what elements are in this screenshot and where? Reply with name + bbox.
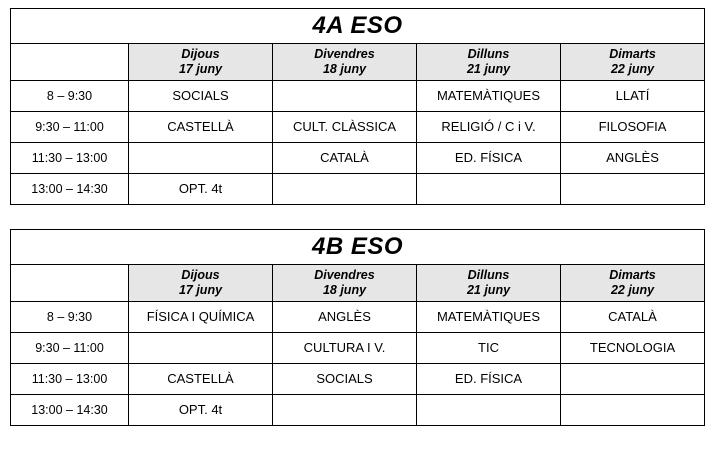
exam-cell: CATALÀ [273,143,417,174]
table-row [11,81,705,112]
exam-cell: ED. FÍSICA [417,143,561,174]
exam-cell: LLATÍ [561,81,705,112]
table-title: 4A ESO [11,9,705,44]
header-blank-corner [11,44,129,81]
column-header-day-1 [129,265,273,302]
time-slot-label: 9:30 – 11:00 [11,333,129,364]
column-header-day-1 [129,44,273,81]
column-header-day-date: 18 juny [322,283,367,297]
schedule-table-4a [10,8,705,205]
time-slot-label: 13:00 – 14:30 [11,174,129,205]
column-header-day-name: Dijous [181,268,220,282]
column-header-day-name: Divendres [314,268,375,282]
exam-cell [129,143,273,174]
time-slot-label: 11:30 – 13:00 [11,143,129,174]
time-slot-label: 9:30 – 11:00 [11,112,129,143]
table-spacer [10,205,705,229]
table-header-row [11,265,705,302]
table-row [11,302,705,333]
column-header-day-name: Dilluns [467,47,510,61]
exam-cell: MATEMÀTIQUES [417,302,561,333]
column-header-day-date: 17 juny [178,283,223,297]
exam-cell [129,333,273,364]
column-header-day-name: Dijous [181,47,220,61]
column-header-day-3 [417,265,561,302]
schedule-table-4b [10,229,705,426]
exam-cell: CULT. CLÀSSICA [273,112,417,143]
table-row [11,395,705,426]
table-row [11,112,705,143]
column-header-day-4 [561,265,705,302]
exam-cell: TIC [417,333,561,364]
exam-cell: SOCIALS [129,81,273,112]
column-header-day-date: 22 juny [610,62,655,76]
exam-cell: OPT. 4t [129,174,273,205]
exam-cell: FILOSOFIA [561,112,705,143]
table-title: 4B ESO [11,230,705,265]
exam-cell: ED. FÍSICA [417,364,561,395]
exam-cell [273,81,417,112]
exam-cell [273,174,417,205]
time-slot-label: 8 – 9:30 [11,81,129,112]
column-header-day-name: Dilluns [467,268,510,282]
exam-cell [417,174,561,205]
exam-cell: ANGLÈS [273,302,417,333]
column-header-day-name: Dimarts [609,47,656,61]
column-header-day-date: 21 juny [466,62,511,76]
exam-cell [417,395,561,426]
exam-cell: ANGLÈS [561,143,705,174]
column-header-day-2 [273,265,417,302]
exam-cell [561,395,705,426]
exam-cell: CASTELLÀ [129,112,273,143]
table-row [11,364,705,395]
column-header-day-date: 18 juny [322,62,367,76]
exam-cell [273,395,417,426]
time-slot-label: 8 – 9:30 [11,302,129,333]
column-header-day-name: Divendres [314,47,375,61]
time-slot-label: 11:30 – 13:00 [11,364,129,395]
column-header-day-date: 22 juny [610,283,655,297]
table-title-row [11,9,705,44]
exam-cell [561,174,705,205]
header-blank-corner [11,265,129,302]
column-header-day-3 [417,44,561,81]
table-header-row [11,44,705,81]
exam-cell: MATEMÀTIQUES [417,81,561,112]
time-slot-label: 13:00 – 14:30 [11,395,129,426]
column-header-day-2 [273,44,417,81]
table-row [11,333,705,364]
exam-cell: CULTURA I V. [273,333,417,364]
exam-cell: TECNOLOGIA [561,333,705,364]
exam-cell: CASTELLÀ [129,364,273,395]
exam-cell: OPT. 4t [129,395,273,426]
column-header-day-name: Dimarts [609,268,656,282]
table-row [11,174,705,205]
exam-cell: FÍSICA I QUÍMICA [129,302,273,333]
column-header-day-date: 17 juny [178,62,223,76]
exam-cell: RELIGIÓ / C i V. [417,112,561,143]
exam-cell: CATALÀ [561,302,705,333]
column-header-day-date: 21 juny [466,283,511,297]
exam-cell [561,364,705,395]
exam-cell: SOCIALS [273,364,417,395]
column-header-day-4 [561,44,705,81]
table-title-row [11,230,705,265]
table-row [11,143,705,174]
